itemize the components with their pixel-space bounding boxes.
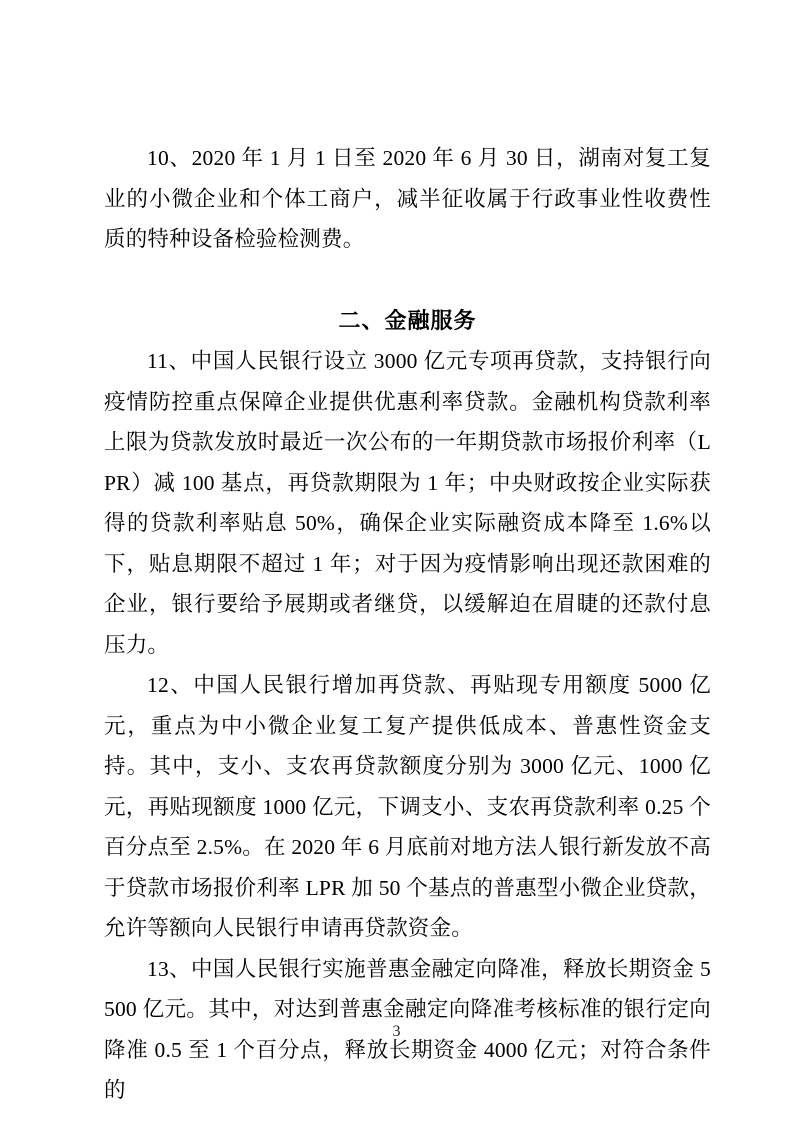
paragraph-item-13: 13、中国人民银行实施普惠金融定向降准，释放长期资金 5500 亿元。其中，对达到普惠金融定向降准考核标准的银行定向降准 0.5 至 1 个百分点，释放长期资金 4000 亿元；对符合条件的: [104, 956, 711, 1102]
paragraph-item-11: 11、中国人民银行设立 3000 亿元专项再贷款，支持银行向疫情防控重点保障企业提供优惠利率贷款。金融机构贷款利率上限为贷款发放时最近一次公布的一年期贷款市场报价利率（LPR）减 100 基点，再贷款期限为 1 年；中央财政按企业实际获得的贷款利率贴息 50%，确保企业实际融资成本降至 1.6%以下，贴息期限不超过 1 年；对于因为疫情影响出现还款困难的企业，银行要给予展期或者继贷，以缓解迫在眉睫的还款付息压力。: [104, 349, 711, 657]
section-heading-finance-services: 二、金融服务: [338, 307, 477, 333]
paragraph-item-12: 12、中国人民银行增加再贷款、再贴现专用额度 5000 亿元，重点为中小微企业复工复产提供低成本、普惠性资金支持。其中，支小、支农再贷款额度分别为 3000 亿元、1000 亿元，再贴现额度 1000 亿元，下调支小、支农再贷款利率 0.25 个百分点至 2.5%。在 2020 年 6 月底前对地方法人银行新发放不高于贷款市场报价利率 LPR 加 50 个基点的普惠型小微企业贷款，允许等额向人民银行申请再贷款资金。: [104, 673, 711, 940]
paragraph-item-10: 10、2020 年 1 月 1 日至 2020 年 6 月 30 日，湖南对复工复业的小微企业和个体工商户，减半征收属于行政事业性收费性质的特种设备检验检测费。: [104, 146, 711, 251]
page-number: 3: [392, 1023, 401, 1040]
